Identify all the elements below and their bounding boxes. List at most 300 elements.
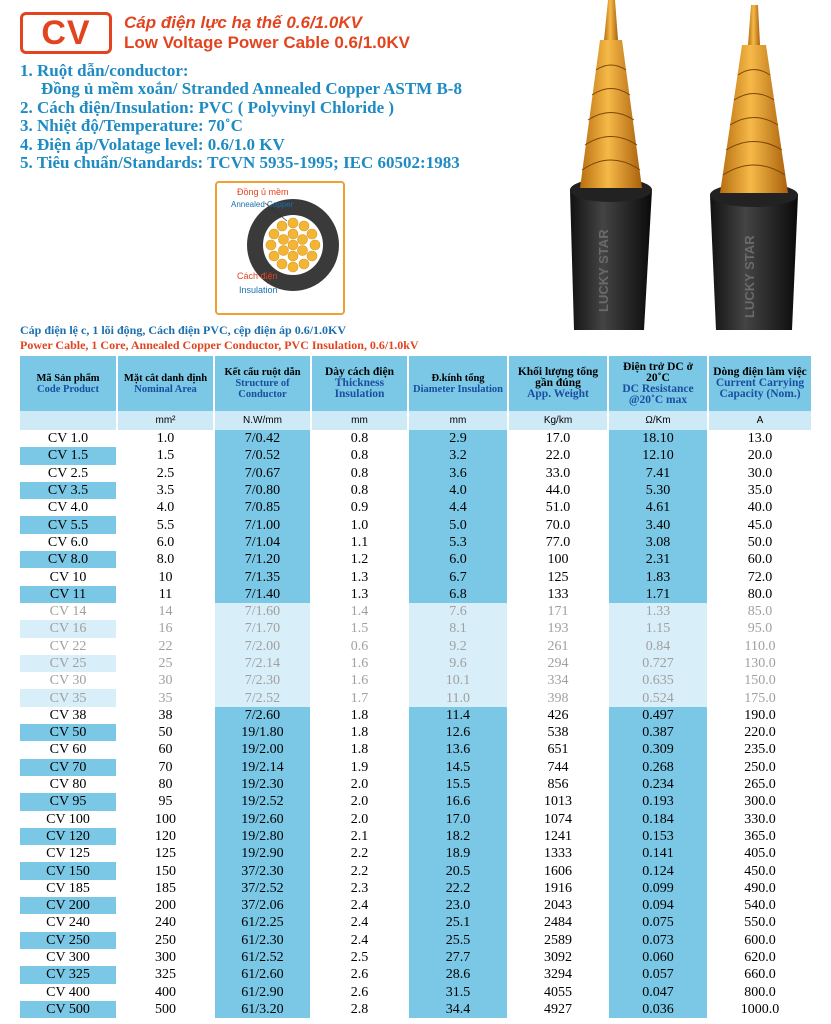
table-cell: 550.0: [708, 914, 812, 931]
table-cell: 3.40: [608, 516, 708, 533]
table-cell: 1.1: [311, 534, 408, 551]
table-cell: CV 185: [20, 880, 117, 897]
table-cell: 19/2.14: [214, 759, 311, 776]
caption-english: Power Cable, 1 Core, Annealed Copper Conductor, PVC Insulation, 0.6/1.0kV: [20, 338, 419, 352]
spec-insulation: 2. Cách điện/Insulation: PVC ( Polyvinyl Chloride ): [20, 97, 395, 117]
table-cell: 19/2.80: [214, 828, 311, 845]
table-row: [20, 914, 812, 931]
table-cell: 0.057: [608, 966, 708, 983]
table-cell: 85.0: [708, 603, 812, 620]
table-row: [20, 586, 812, 603]
table-cell: 800.0: [708, 984, 812, 1001]
unit-cell: Ω/Km: [608, 411, 708, 430]
table-cell: 45.0: [708, 516, 812, 533]
table-cell: 61/2.52: [214, 949, 311, 966]
table-row: [20, 620, 812, 637]
spec-conductor: 1. Ruột dẫn/conductor:: [20, 61, 189, 80]
table-cell: 200: [117, 897, 214, 914]
table-cell: 77.0: [508, 534, 608, 551]
table-cell: 0.124: [608, 862, 708, 879]
table-row: [20, 724, 812, 741]
table-cell: 7/1.35: [214, 568, 311, 585]
cable-illustration: [560, 0, 831, 330]
table-cell: CV 80: [20, 776, 117, 793]
table-cell: 30.0: [708, 465, 812, 482]
table-row: [20, 862, 812, 879]
table-cell: CV 11: [20, 586, 117, 603]
table-cell: 1.8: [311, 707, 408, 724]
table-cell: CV 38: [20, 707, 117, 724]
table-cell: 16: [117, 620, 214, 637]
table-cell: 33.0: [508, 465, 608, 482]
insulation-label-en: Insulation: [239, 285, 278, 295]
table-cell: 0.524: [608, 689, 708, 706]
table-cell: 1013: [508, 793, 608, 810]
table-cell: 2.9: [408, 430, 508, 447]
table-cell: 11.4: [408, 707, 508, 724]
table-cell: 4.61: [608, 499, 708, 516]
table-cell: 50: [117, 724, 214, 741]
table-cell: 17.0: [508, 430, 608, 447]
table-cell: 80.0: [708, 586, 812, 603]
table-cell: 856: [508, 776, 608, 793]
table-cell: 18.2: [408, 828, 508, 845]
table-cell: 0.8: [311, 482, 408, 499]
table-cell: 1.9: [311, 759, 408, 776]
table-cell: CV 250: [20, 932, 117, 949]
table-cell: 2.4: [311, 932, 408, 949]
table-row: [20, 568, 812, 585]
table-row: [20, 741, 812, 758]
table-cell: CV 10: [20, 568, 117, 585]
table-row: [20, 932, 812, 949]
table-cell: 61/2.25: [214, 914, 311, 931]
table-cell: 500: [117, 1001, 214, 1018]
table-cell: 0.84: [608, 638, 708, 655]
table-cell: 660.0: [708, 966, 812, 983]
table-cell: 35: [117, 689, 214, 706]
table-cell: 51.0: [508, 499, 608, 516]
table-cell: 0.094: [608, 897, 708, 914]
table-cell: 0.268: [608, 759, 708, 776]
spec-table: [20, 356, 813, 1018]
copper-label-vn: Đồng ủ mềm: [237, 187, 289, 197]
table-cell: 61/2.90: [214, 984, 311, 1001]
table-cell: CV 120: [20, 828, 117, 845]
table-cell: 400: [117, 984, 214, 1001]
table-cell: CV 4.0: [20, 499, 117, 516]
table-cell: 2.2: [311, 862, 408, 879]
table-units-row: [20, 411, 812, 430]
table-cell: 7/2.30: [214, 672, 311, 689]
table-cell: 5.30: [608, 482, 708, 499]
table-cell: 17.0: [408, 811, 508, 828]
table-cell: 1.5: [311, 620, 408, 637]
table-cell: 22.2: [408, 880, 508, 897]
table-cell: CV 300: [20, 949, 117, 966]
table-cell: 0.099: [608, 880, 708, 897]
table-cell: CV 1.5: [20, 447, 117, 464]
table-cell: 1.3: [311, 568, 408, 585]
table-cell: 25: [117, 655, 214, 672]
table-cell: 7.41: [608, 465, 708, 482]
table-cell: 325: [117, 966, 214, 983]
table-cell: CV 50: [20, 724, 117, 741]
table-cell: 2.0: [311, 793, 408, 810]
table-cell: 2.5: [311, 949, 408, 966]
table-cell: 398: [508, 689, 608, 706]
table-row: [20, 603, 812, 620]
spec-conductor-detail: Đồng ủ mềm xoắn/ Stranded Annealed Copper ASTM B-8: [41, 79, 462, 99]
caption-vietnamese: Cáp điện lệ c, 1 lõi động, Cách điện PVC, cệp điện áp 0.6/1.0KV: [20, 323, 347, 337]
table-cell: 100: [508, 551, 608, 568]
table-row: [20, 551, 812, 568]
table-row: [20, 430, 812, 447]
table-cell: 3294: [508, 966, 608, 983]
table-cell: 250.0: [708, 759, 812, 776]
table-cell: CV 100: [20, 811, 117, 828]
table-cell: 1074: [508, 811, 608, 828]
table-cell: 7/0.52: [214, 447, 311, 464]
table-cell: 72.0: [708, 568, 812, 585]
table-cell: 1333: [508, 845, 608, 862]
header-weight: Khối lượng tổng gần đúng App. Weight: [508, 356, 608, 411]
table-cell: 9.6: [408, 655, 508, 672]
table-cell: CV 60: [20, 741, 117, 758]
table-cell: 1.4: [311, 603, 408, 620]
table-cell: 240: [117, 914, 214, 931]
table-cell: CV 325: [20, 966, 117, 983]
table-cell: 25.1: [408, 914, 508, 931]
table-header-row: [20, 356, 812, 411]
table-cell: 6.0: [117, 534, 214, 551]
table-cell: 10.1: [408, 672, 508, 689]
table-cell: 540.0: [708, 897, 812, 914]
table-cell: CV 25: [20, 655, 117, 672]
table-cell: 61/2.60: [214, 966, 311, 983]
table-cell: 7/0.67: [214, 465, 311, 482]
table-cell: 80: [117, 776, 214, 793]
table-cell: 7/2.52: [214, 689, 311, 706]
table-cell: 19/2.00: [214, 741, 311, 758]
spec-voltage: 4. Điện áp/Volatage level: 0.6/1.0 KV: [20, 134, 285, 154]
table-cell: 12.6: [408, 724, 508, 741]
table-cell: 10: [117, 568, 214, 585]
table-cell: 2.4: [311, 897, 408, 914]
cable-photo: [560, 0, 831, 330]
table-cell: 3092: [508, 949, 608, 966]
table-cell: 5.5: [117, 516, 214, 533]
table-row: [20, 949, 812, 966]
table-cell: 1.2: [311, 551, 408, 568]
table-body: [20, 430, 812, 1018]
table-cell: 0.497: [608, 707, 708, 724]
unit-cell: mm: [311, 411, 408, 430]
table-cell: 19/2.52: [214, 793, 311, 810]
table-cell: 25.5: [408, 932, 508, 949]
table-cell: 8.0: [117, 551, 214, 568]
table-cell: 34.4: [408, 1001, 508, 1018]
table-row: [20, 689, 812, 706]
table-cell: 1.0: [117, 430, 214, 447]
table-cell: 0.635: [608, 672, 708, 689]
table-cell: 7/2.60: [214, 707, 311, 724]
table-cell: 19/2.90: [214, 845, 311, 862]
table-cell: 1.71: [608, 586, 708, 603]
table-cell: 22.0: [508, 447, 608, 464]
table-cell: 16.6: [408, 793, 508, 810]
table-row: [20, 447, 812, 464]
table-cell: 300.0: [708, 793, 812, 810]
table-cell: 744: [508, 759, 608, 776]
table-cell: 7/2.14: [214, 655, 311, 672]
table-cell: 130.0: [708, 655, 812, 672]
table-cell: 22: [117, 638, 214, 655]
table-cell: 7/2.00: [214, 638, 311, 655]
table-cell: 365.0: [708, 828, 812, 845]
table-cell: 0.047: [608, 984, 708, 1001]
table-cell: 4.0: [117, 499, 214, 516]
cross-section-illustration: [217, 183, 343, 313]
table-cell: 2.6: [311, 984, 408, 1001]
table-cell: CV 400: [20, 984, 117, 1001]
table-cell: 1.8: [311, 741, 408, 758]
table-cell: CV 30: [20, 672, 117, 689]
table-cell: 294: [508, 655, 608, 672]
table-cell: 125: [508, 568, 608, 585]
table-cell: 265.0: [708, 776, 812, 793]
table-cell: CV 6.0: [20, 534, 117, 551]
table-cell: 0.387: [608, 724, 708, 741]
table-cell: 334: [508, 672, 608, 689]
table-cell: 1.3: [311, 586, 408, 603]
table-cell: CV 200: [20, 897, 117, 914]
table-row: [20, 828, 812, 845]
title-vietnamese: Cáp điện lực hạ thế 0.6/1.0KV: [124, 13, 362, 32]
table-cell: 19/2.60: [214, 811, 311, 828]
table-cell: 5.0: [408, 516, 508, 533]
title-english: Low Voltage Power Cable 0.6/1.0KV: [124, 33, 410, 52]
cv-logo: [20, 12, 112, 54]
table-cell: CV 14: [20, 603, 117, 620]
table-cell: 2.2: [311, 845, 408, 862]
table-cell: 18.10: [608, 430, 708, 447]
unit-cell: mm²: [117, 411, 214, 430]
table-cell: 0.9: [311, 499, 408, 516]
logo-text: CV: [41, 13, 91, 52]
table-cell: 1.7: [311, 689, 408, 706]
header-code: Mã Sản phẩm Code Product: [20, 356, 117, 411]
table-cell: 2.3: [311, 880, 408, 897]
table-row: [20, 1001, 812, 1018]
table-row: [20, 516, 812, 533]
table-cell: 7/1.04: [214, 534, 311, 551]
table-cell: 2.0: [311, 776, 408, 793]
unit-cell: N.W/mm: [214, 411, 311, 430]
header-diameter: Đ.kính tổng Diameter Insulation: [408, 356, 508, 411]
table-cell: 50.0: [708, 534, 812, 551]
table-cell: 2.31: [608, 551, 708, 568]
table-cell: 70: [117, 759, 214, 776]
table-cell: 1.8: [311, 724, 408, 741]
table-cell: 37/2.30: [214, 862, 311, 879]
table-cell: 1.83: [608, 568, 708, 585]
table-row: [20, 655, 812, 672]
header-resistance: Điện trở DC ở 20˚C DC Resistance @20˚C max: [608, 356, 708, 411]
table-cell: 1.15: [608, 620, 708, 637]
table-row: [20, 707, 812, 724]
table-cell: 2484: [508, 914, 608, 931]
table-cell: 4.0: [408, 482, 508, 499]
table-cell: 300: [117, 949, 214, 966]
header-structure: Kết cấu ruột dẫn Structure of Conductor: [214, 356, 311, 411]
table-row: [20, 793, 812, 810]
table-cell: 11: [117, 586, 214, 603]
table-cell: 31.5: [408, 984, 508, 1001]
table-cell: CV 500: [20, 1001, 117, 1018]
table-cell: 171: [508, 603, 608, 620]
table-cell: 0.193: [608, 793, 708, 810]
table-row: [20, 984, 812, 1001]
table-cell: 7/0.42: [214, 430, 311, 447]
table-cell: 2.8: [311, 1001, 408, 1018]
cross-section-diagram: [215, 181, 345, 315]
table-cell: 125: [117, 845, 214, 862]
table-cell: 110.0: [708, 638, 812, 655]
table-cell: 13.6: [408, 741, 508, 758]
table-cell: 20.0: [708, 447, 812, 464]
table-cell: 0.060: [608, 949, 708, 966]
table-cell: 7/0.85: [214, 499, 311, 516]
table-cell: 3.2: [408, 447, 508, 464]
table-cell: 40.0: [708, 499, 812, 516]
table-cell: 9.2: [408, 638, 508, 655]
table-cell: 35.0: [708, 482, 812, 499]
table-cell: 5.3: [408, 534, 508, 551]
table-cell: 0.153: [608, 828, 708, 845]
table-cell: 450.0: [708, 862, 812, 879]
table-row: [20, 880, 812, 897]
table-cell: 120: [117, 828, 214, 845]
table-cell: 330.0: [708, 811, 812, 828]
table-cell: 7/1.70: [214, 620, 311, 637]
table-cell: 8.1: [408, 620, 508, 637]
table-cell: 538: [508, 724, 608, 741]
table-cell: 193: [508, 620, 608, 637]
table-cell: 70.0: [508, 516, 608, 533]
table-row: [20, 759, 812, 776]
table-cell: CV 8.0: [20, 551, 117, 568]
spec-list: [20, 62, 462, 172]
table-cell: 2.4: [311, 914, 408, 931]
table-cell: 6.8: [408, 586, 508, 603]
table-cell: 60.0: [708, 551, 812, 568]
table-row: [20, 811, 812, 828]
table-cell: 220.0: [708, 724, 812, 741]
table-cell: 20.5: [408, 862, 508, 879]
table-cell: 95: [117, 793, 214, 810]
table-row: [20, 499, 812, 516]
table-cell: 250: [117, 932, 214, 949]
table-cell: 175.0: [708, 689, 812, 706]
table-cell: 38: [117, 707, 214, 724]
table-cell: 1241: [508, 828, 608, 845]
table-cell: 4055: [508, 984, 608, 1001]
table-cell: 0.075: [608, 914, 708, 931]
table-cell: 14.5: [408, 759, 508, 776]
table-row: [20, 534, 812, 551]
table-cell: 0.036: [608, 1001, 708, 1018]
table-cell: CV 16: [20, 620, 117, 637]
table-cell: 23.0: [408, 897, 508, 914]
table-cell: CV 125: [20, 845, 117, 862]
table-cell: 2043: [508, 897, 608, 914]
table-cell: 0.309: [608, 741, 708, 758]
table-cell: CV 150: [20, 862, 117, 879]
table-cell: CV 35: [20, 689, 117, 706]
table-cell: 18.9: [408, 845, 508, 862]
table-cell: 1.33: [608, 603, 708, 620]
table-cell: 1.6: [311, 672, 408, 689]
table-cell: 6.7: [408, 568, 508, 585]
table-cell: 2.5: [117, 465, 214, 482]
brand-right: LUCKY STAR: [742, 235, 757, 318]
table-cell: 37/2.52: [214, 880, 311, 897]
table-cell: 4.4: [408, 499, 508, 516]
table-cell: 405.0: [708, 845, 812, 862]
table-cell: 6.0: [408, 551, 508, 568]
table-cell: 2589: [508, 932, 608, 949]
table-cell: CV 22: [20, 638, 117, 655]
table-cell: 1916: [508, 880, 608, 897]
header-current: Dòng điện làm việc Current Carrying Capacity (Nom.): [708, 356, 812, 411]
table-cell: 0.8: [311, 430, 408, 447]
table-cell: 2.6: [311, 966, 408, 983]
table-cell: 150.0: [708, 672, 812, 689]
copper-label-en: Annealed Copper: [231, 200, 294, 209]
table-cell: 37/2.06: [214, 897, 311, 914]
table-cell: CV 3.5: [20, 482, 117, 499]
unit-cell: mm: [408, 411, 508, 430]
table-cell: 0.727: [608, 655, 708, 672]
table-cell: CV 240: [20, 914, 117, 931]
header-thickness: Dày cách điện Thickness Insulation: [311, 356, 408, 411]
table-cell: 7.6: [408, 603, 508, 620]
table-cell: 3.08: [608, 534, 708, 551]
table-cell: 100: [117, 811, 214, 828]
table-cell: 30: [117, 672, 214, 689]
table-cell: 7/0.80: [214, 482, 311, 499]
brand-left: LUCKY STAR: [596, 229, 611, 312]
table-cell: 0.073: [608, 932, 708, 949]
table-row: [20, 465, 812, 482]
table-cell: 7/1.40: [214, 586, 311, 603]
table-cell: 0.234: [608, 776, 708, 793]
table-row: [20, 776, 812, 793]
table-cell: CV 70: [20, 759, 117, 776]
spec-standards: 5. Tiêu chuẩn/Standards: TCVN 5935-1995; IEC 60502:1983: [20, 153, 460, 173]
unit-cell: Kg/km: [508, 411, 608, 430]
table-cell: 651: [508, 741, 608, 758]
table-row: [20, 845, 812, 862]
table-cell: 14: [117, 603, 214, 620]
table-cell: 95.0: [708, 620, 812, 637]
table-cell: 12.10: [608, 447, 708, 464]
table-row: [20, 672, 812, 689]
table-cell: CV 5.5: [20, 516, 117, 533]
table-cell: 27.7: [408, 949, 508, 966]
table-cell: 2.1: [311, 828, 408, 845]
